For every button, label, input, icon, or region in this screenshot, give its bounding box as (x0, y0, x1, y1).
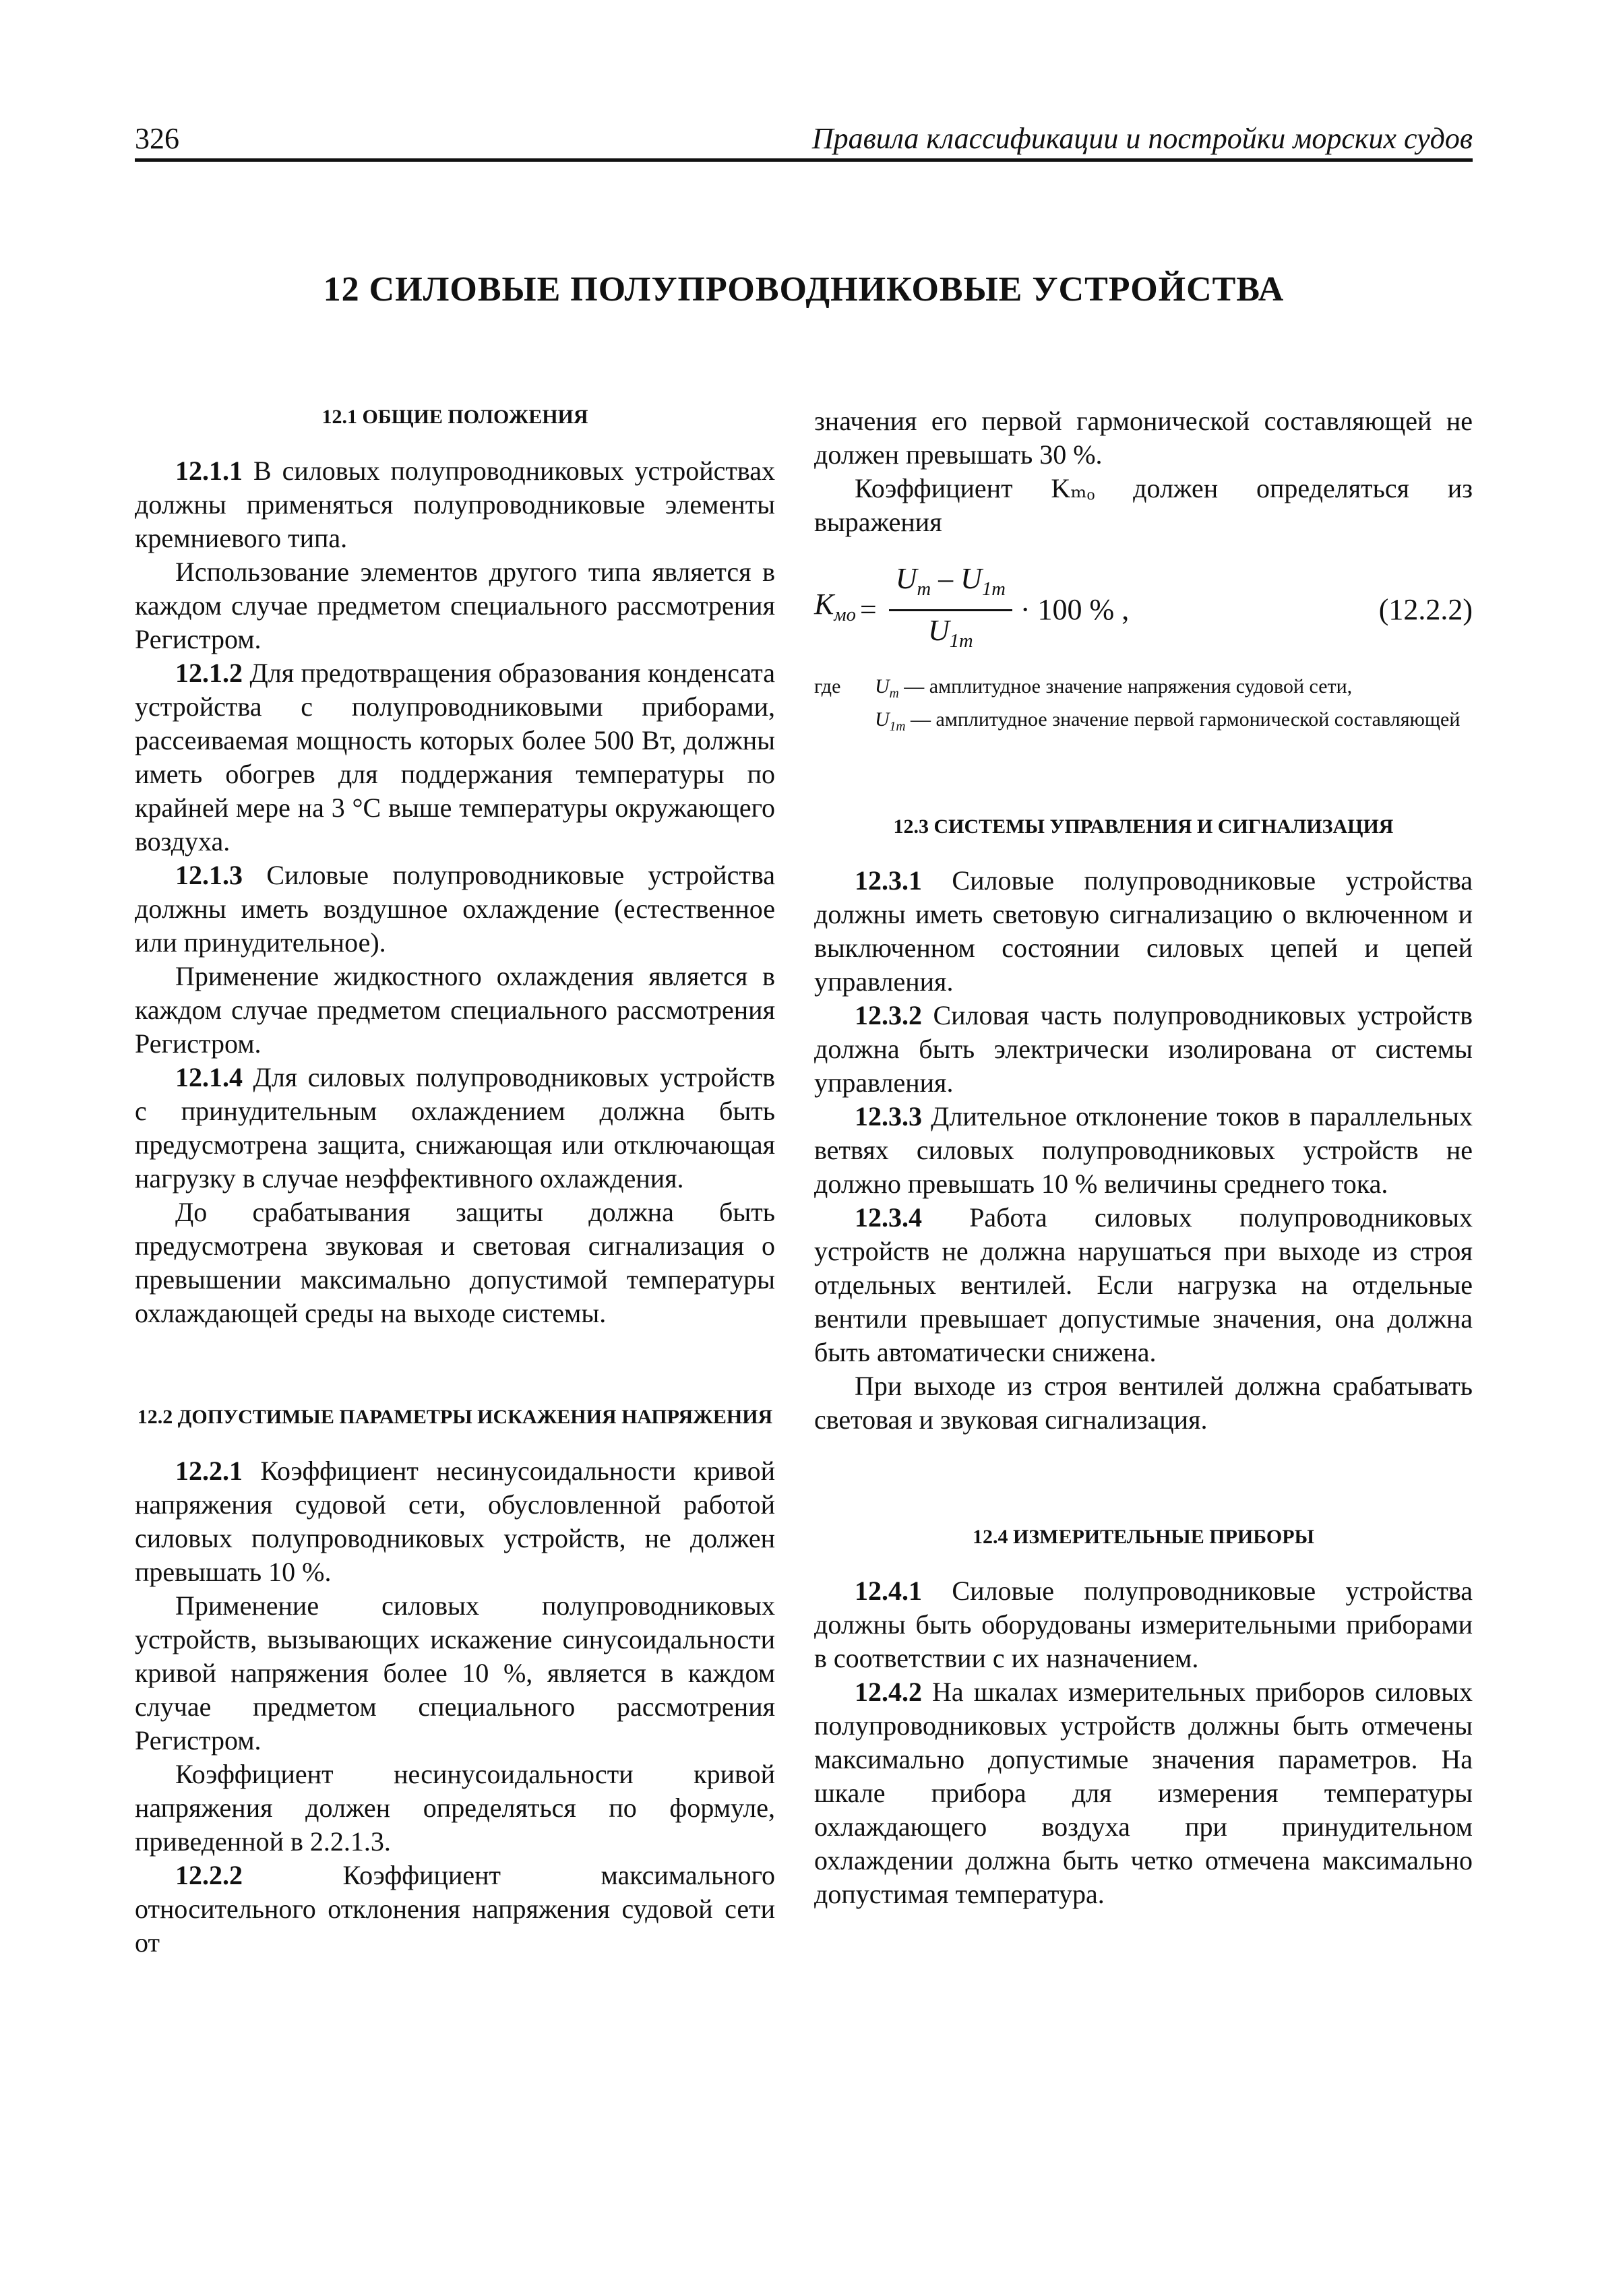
paragraph-text: значения его первой гармонической составляющей не должен превышать 30 %. (814, 406, 1473, 470)
clause-number: 12.3.1 (855, 865, 922, 896)
definition-line: $U_{1m}$ — амплитудное значение первой гармонической составляющей (875, 708, 1461, 734)
paragraph (135, 454, 775, 555)
paragraph-text: Применение силовых полупроводниковых устройств, вызывающих искажение синусоидальности кривой напряжения более 10 %, является в каждом случае предметом специального рассмотрения Регистром. (135, 1590, 775, 1756)
definition-line: $U_m$ — амплитудное значение напряжения судовой сети, (875, 675, 1353, 701)
paragraph-text: Для предотвращения образования конденсата устройства с полупроводниковыми приборами, рассеиваемая мощность которых более 500 Вт, должны иметь обогрев для поддержания температуры по крайней мере на 3 °С выше температуры окружающего воздуха. (135, 658, 775, 857)
running-title: Правила классификации и постройки морских судов (811, 122, 1473, 155)
paragraph-text: Работа силовых полупроводниковых устройств не должна нарушаться при выходе из строя отдельных вентилей. Если нагрузка на отдельные вентили превышает допустимые значения, она должна быть автоматически снижена. (814, 1202, 1473, 1367)
paragraph-text: Силовые полупроводниковые устройства должны иметь воздушное охлаждение (естественное или принудительное). (135, 860, 775, 958)
section-heading-12-2: 12.2 ДОПУСТИМЫЕ ПАРАМЕТРЫ ИСКАЖЕНИЯ НАПРЯЖЕНИЯ (137, 1406, 773, 1428)
paragraph-text: Коэффициент максимального относительного отклонения напряжения судовой сети от (135, 1860, 775, 1958)
chapter-title: 12 СИЛОВЫЕ ПОЛУПРОВОДНИКОВЫЕ УСТРОЙСТВА (323, 270, 1285, 309)
paragraph-text: До срабатывания защиты должна быть предусмотрена звуковая и световая сигнализация о превышении максимально допустимой температуры охлаждающей среды на выходе системы. (135, 1197, 775, 1328)
paragraph (814, 1369, 1473, 1437)
paragraph-text: На шкалах измерительных приборов силовых полупроводниковых устройств должны быть отмечены максимально допустимые значения параметров. На шкале прибора для измерения температуры охлаждающего воздуха при принудительном охлаждении должна быть четко отмечена максимально допустимая температура. (814, 1677, 1473, 1909)
clause-number: 12.4.1 (855, 1576, 922, 1606)
paragraph-text: Коэффициент несинусоидальности кривой напряжения судовой сети, обусловленной работой силовых полупроводниковых устройств, не должен превышать 10 %. (135, 1456, 775, 1587)
paragraph-text: Использование элементов другого типа является в каждом случае предметом специального рассмотрения Регистром. (135, 557, 775, 654)
clause-number: 12.1.4 (175, 1062, 243, 1092)
paragraph (135, 859, 775, 960)
where-label: где (814, 675, 841, 697)
clause-number: 12.1.3 (175, 860, 243, 890)
formula-numerator: $U_m - U_{1m}$ (889, 562, 1012, 611)
clause-number: 12.2.2 (175, 1860, 243, 1890)
section-heading-12-4: 12.4 ИЗМЕРИТЕЛЬНЫЕ ПРИБОРЫ (972, 1526, 1314, 1548)
formula-tail: · 100 % , (1020, 593, 1130, 626)
formula-denominator: $U_{1m}$ (927, 613, 973, 652)
paragraph-text: Применение жидкостного охлаждения является в каждом случае предметом специального рассмотрения Регистром. (135, 961, 775, 1059)
paragraph (135, 1454, 775, 1589)
formula-fraction (889, 562, 1012, 658)
paragraph (135, 1758, 775, 1859)
paragraph (814, 864, 1473, 999)
clause-number: 12.1.2 (175, 658, 243, 688)
clause-number: 12.2.1 (175, 1456, 243, 1486)
paragraph (135, 1196, 775, 1330)
right-column (814, 404, 1473, 1911)
paragraph-text: Силовая часть полупроводниковых устройств должна быть электрически изолирована от системы управления. (814, 1000, 1473, 1098)
paragraph (814, 1201, 1473, 1369)
formula-number: (12.2.2) (1378, 593, 1473, 626)
paragraph-text: При выходе из строя вентилей должна срабатывать световая и звуковая сигнализация. (814, 1371, 1473, 1435)
paragraph (135, 1589, 775, 1758)
section-heading-12-1: 12.1 ОБЩИЕ ПОЛОЖЕНИЯ (321, 406, 588, 428)
page-number: 326 (135, 122, 179, 155)
paragraph (814, 999, 1473, 1100)
formula-legend (814, 674, 1473, 740)
section-heading-12-3: 12.3 СИСТЕМЫ УПРАВЛЕНИЯ И СИГНАЛИЗАЦИЯ (893, 815, 1394, 838)
paragraph (814, 1100, 1473, 1201)
paragraph (814, 472, 1473, 539)
paragraph (135, 1859, 775, 1960)
paragraph (814, 1675, 1473, 1911)
clause-number: 12.3.4 (855, 1202, 922, 1233)
formula-12-2-2: $K_{мо}$ = $\frac{U_m - U_{1m}}{U_{1m}}$ · 100 % , (12.2.2) (814, 559, 1473, 660)
paragraph-text: Коэффициент Kₘₒ должен определяться из выражения (814, 473, 1473, 537)
paragraph (814, 404, 1473, 472)
clause-number: 12.1.1 (175, 456, 243, 486)
clause-number: 12.3.2 (855, 1000, 922, 1030)
paragraph-text: Силовые полупроводниковые устройства должны иметь световую сигнализацию о включенном и выключенном состоянии силовых цепей и цепей управления. (814, 865, 1473, 997)
clause-number: 12.4.2 (855, 1677, 922, 1707)
paragraph (135, 960, 775, 1061)
page-header (135, 121, 1473, 162)
paragraph-text: В силовых полупроводниковых устройствах должны применяться полупроводниковые элементы кремниевого типа. (135, 456, 775, 553)
paragraph (135, 656, 775, 859)
formula-lhs: $K_{мо}$ (814, 588, 856, 625)
clause-number: 12.3.3 (855, 1101, 922, 1131)
paragraph (814, 1574, 1473, 1675)
paragraph (135, 1061, 775, 1196)
left-column (135, 404, 775, 1960)
paragraph-text: Длительное отклонение токов в параллельных ветвях силовых полупроводниковых устройств не должно превышать 10 % величины среднего тока. (814, 1101, 1473, 1199)
paragraph-text: Для силовых полупроводниковых устройств с принудительным охлаждением должна быть предусмотрена защита, снижающая или отключающая нагрузку в случае неэффективного охлаждения. (135, 1062, 775, 1193)
paragraph-text: Силовые полупроводниковые устройства должны быть оборудованы измерительными приборами в соответствии с их назначением. (814, 1576, 1473, 1673)
paragraph-text: Коэффициент несинусоидальности кривой напряжения должен определяться по формуле, приведенной в 2.2.1.3. (135, 1759, 775, 1857)
paragraph (135, 555, 775, 656)
